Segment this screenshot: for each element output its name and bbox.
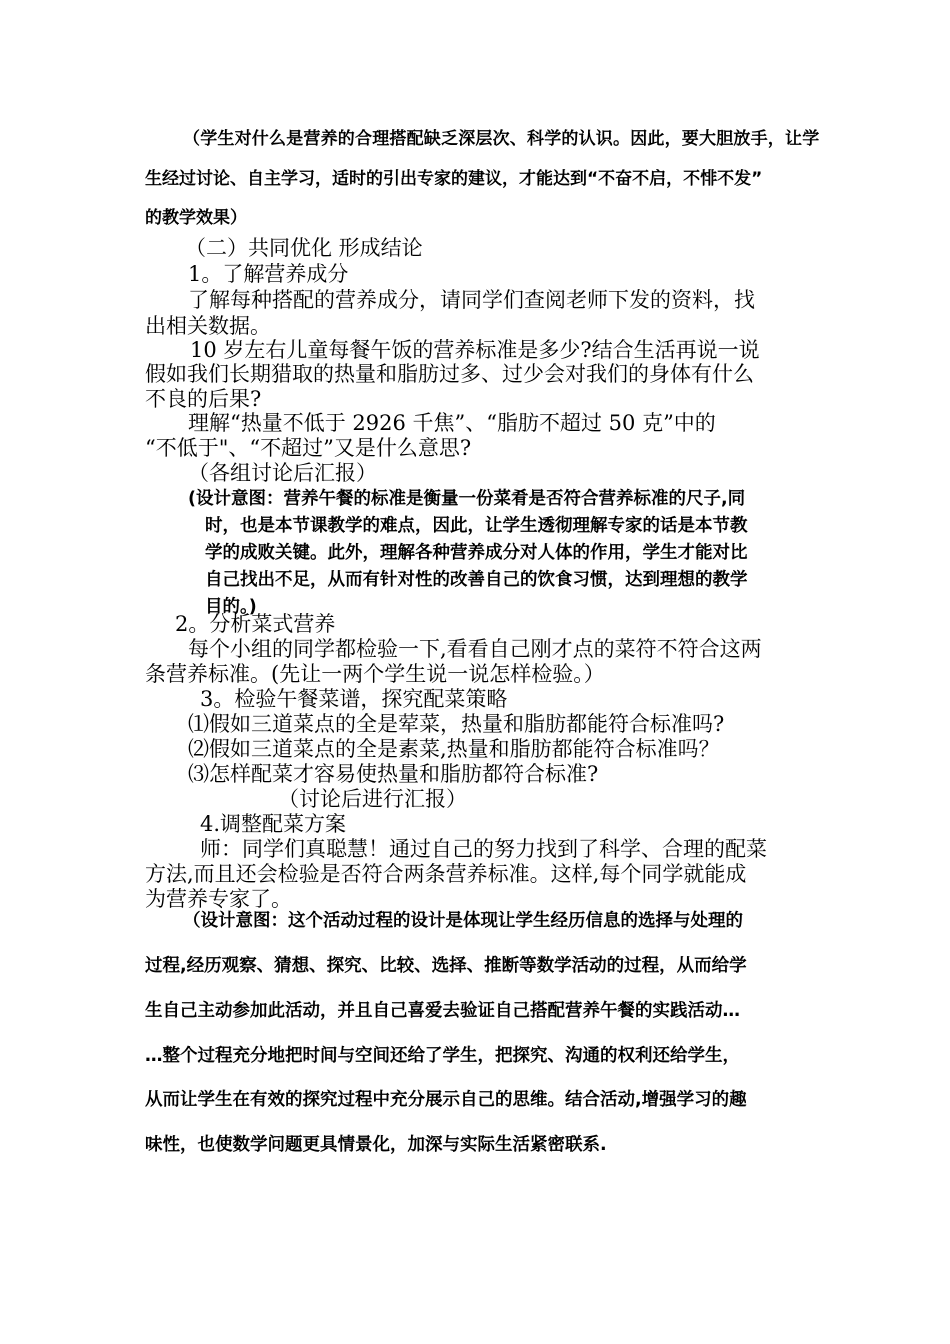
step-2-text-line-2: 条营养标准。(先让一两个学生说一说怎样检验。）	[145, 662, 605, 686]
intro-note-line-2: 生经过讨论、自主学习，适时的引出专家的建议，才能达到“不奋不启，不悱不发”	[145, 169, 763, 189]
design-intent-1-line-5: 目的。)	[205, 597, 257, 617]
design-intent-2-line-2: 过程,经历观察、猜想、探究、比较、选择、推断等数学活动的过程，从而给学	[145, 956, 747, 976]
step-4-heading: 4.调整配菜方案	[200, 812, 347, 836]
step-4-text-line-2: 方法,而且还会检验是否符合两条营养标准。这样,每个同学就能成	[145, 862, 747, 886]
design-intent-1-line-2: 时，也是本节课教学的难点，因此，让学生透彻理解专家的话是本节教	[205, 516, 748, 536]
step-3-heading: 3。检验午餐菜谱，探究配菜策略	[200, 687, 508, 711]
step-1-text-line-7: “不低于"、“不超过”又是什么意思?	[145, 436, 472, 460]
design-intent-2-line-6: 味性，也使数学问题更具情景化，加深与实际生活紧密联系.	[145, 1135, 607, 1155]
group-report-note: （各组讨论后汇报）	[188, 461, 377, 485]
design-intent-1-line-3: 学的成败关键。此外，理解各种营养成分对人体的作用，学生才能对比	[205, 543, 748, 563]
design-intent-1-line-4: 自己找出不足，从而有针对性的改善自己的饮食习惯，达到理想的教学	[205, 570, 748, 590]
design-intent-2-line-1: （设计意图：这个活动过程的设计是体现让学生经历信息的选择与处理的	[183, 911, 743, 931]
step-1-text-line-2: 出相关数据。	[145, 314, 271, 338]
intro-note-line-1: （学生对什么是营养的合理搭配缺乏深层次、科学的认识。因此，要大胆放手，让学	[183, 129, 820, 149]
step-3-question-2: ⑵假如三道菜点的全是素菜,热量和脂肪都能符合标准吗？	[188, 737, 720, 761]
step-3-question-1: ⑴假如三道菜点的全是荤菜，热量和脂肪都能符合标准吗?	[188, 712, 725, 736]
step-1-text-line-5: 不良的后果?	[145, 387, 262, 411]
step-4-text-line-3: 为营养专家了。	[145, 887, 292, 911]
step-4-text-line-1: 师：同学们真聪慧！通过自己的努力找到了科学、合理的配菜	[200, 837, 767, 861]
design-intent-1-line-1: (设计意图：营养午餐的标准是衡量一份菜肴是否符合营养标准的尺子,同	[188, 489, 746, 509]
step-1-text-line-1: 了解每种搭配的营养成分，请同学们查阅老师下发的资料，找	[188, 288, 755, 312]
intro-note-line-3: 的教学效果）	[145, 208, 247, 228]
step-1-text-line-4: 假如我们长期猎取的热量和脂肪过多、过少会对我们的身体有什么	[145, 362, 754, 386]
step-1-heading: 1。了解营养成分	[188, 262, 349, 286]
design-intent-2-line-4: …整个过程充分地把时间与空间还给了学生，把探究、沟通的权利还给学生，	[145, 1046, 740, 1066]
design-intent-2-line-5: 从而让学生在有效的探究过程中充分展示自己的思维。结合活动,增强学习的趣	[145, 1090, 747, 1110]
step-3-question-3: ⑶怎样配菜才容易使热量和脂肪都符合标准?	[188, 762, 599, 786]
step-1-text-line-6: 理解“热量不低于 2926 千焦”、“脂肪不超过 50 克”中的	[188, 411, 716, 435]
discussion-report-note: （讨论后进行汇报）	[278, 787, 467, 811]
step-2-heading: 2。分析菜式营养	[175, 612, 336, 636]
step-1-text-line-3: 10 岁左右儿童每餐午饭的营养标准是多少?结合生活再说一说	[190, 338, 760, 362]
section-heading: （二）共同优化 形成结论	[185, 236, 423, 260]
design-intent-2-line-3: 生自己主动参加此活动，并且自己喜爱去验证自己搭配营养午餐的实践活动…	[145, 1001, 740, 1021]
step-2-text-line-1: 每个小组的同学都检验一下,看看自己刚才点的菜符不符合这两	[188, 637, 762, 661]
